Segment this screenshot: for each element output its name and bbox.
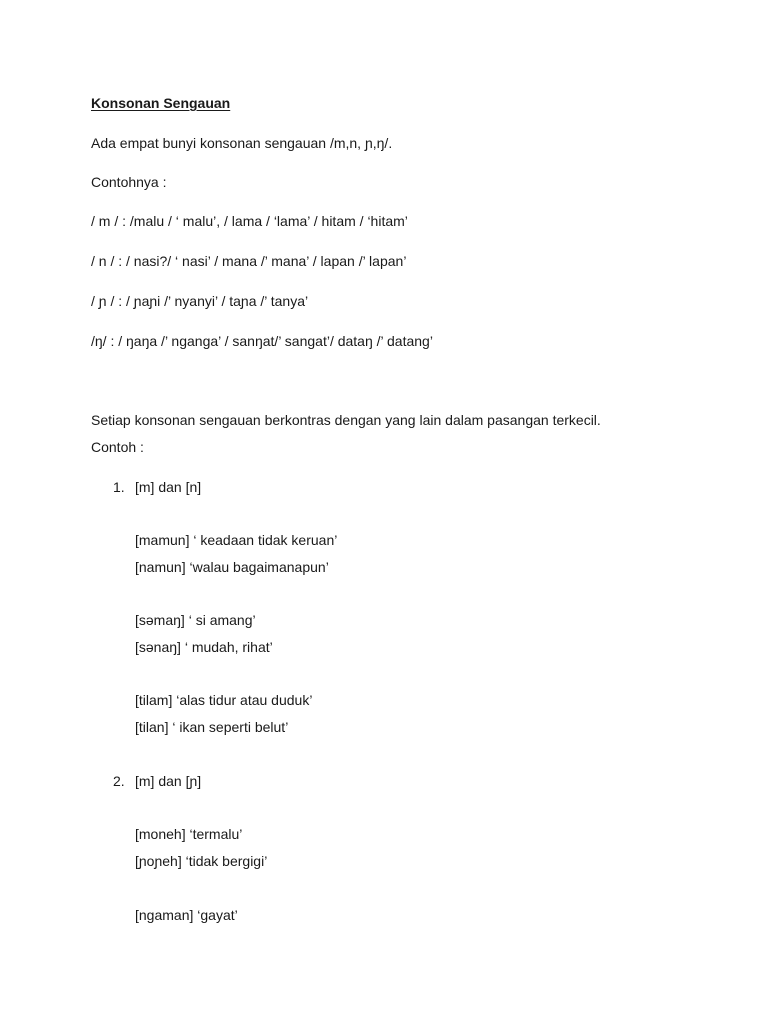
example-line-n: / n / : / nasi?/ ‘ nasi’ / mana /’ mana’ / lapan /’ lapan’	[91, 253, 407, 269]
list-number: 2.	[113, 773, 125, 789]
contrast-paragraph: Setiap konsonan sengauan berkontras dengan yang lain dalam pasangan terkecil.	[91, 412, 601, 428]
intro-paragraph: Ada empat bunyi konsonan sengauan /m,n, ɲ,ŋ/.	[91, 135, 393, 151]
list-heading: [m] dan [ɲ]	[135, 773, 202, 789]
minimal-pair-word: [tilan] ‘ ikan seperti belut’	[135, 719, 289, 735]
example-line-m: / m / : /malu / ‘ malu’, / lama / ‘lama’ / hitam / ‘hitam’	[91, 213, 408, 229]
example-line-ng: /ŋ/ : / ŋaŋa /’ nganga’ / sanŋat/’ sangat’/ dataŋ /’ datang’	[91, 333, 433, 349]
list-heading: [m] dan [n]	[135, 479, 202, 495]
minimal-pair-word: [namun] ‘walau bagaimanapun’	[135, 559, 329, 575]
examples-label: Contohnya :	[91, 174, 167, 190]
minimal-pair-word: [ɲoɲeh] ‘tidak bergigi’	[135, 853, 268, 869]
minimal-pair-word: [tilam] ‘alas tidur atau duduk’	[135, 692, 313, 708]
minimal-pair-word: [ngaman] ‘gayat’	[135, 907, 238, 923]
minimal-pair-word: [mamun] ‘ keadaan tidak keruan’	[135, 532, 338, 548]
minimal-pair-word: [səmaŋ] ‘ si amang’	[135, 612, 256, 628]
minimal-pair-word: [moneh] ‘termalu’	[135, 826, 243, 842]
minimal-pair-word: [sənaŋ] ‘ mudah, rihat’	[135, 639, 273, 655]
document-title: Konsonan Sengauan	[91, 95, 231, 111]
example-line-ny: / ɲ / : / ɲaɲi /’ nyanyi’ / taɲa /’ tanya’	[91, 293, 309, 309]
contoh-label: Contoh :	[91, 439, 144, 455]
list-number: 1.	[113, 479, 125, 495]
